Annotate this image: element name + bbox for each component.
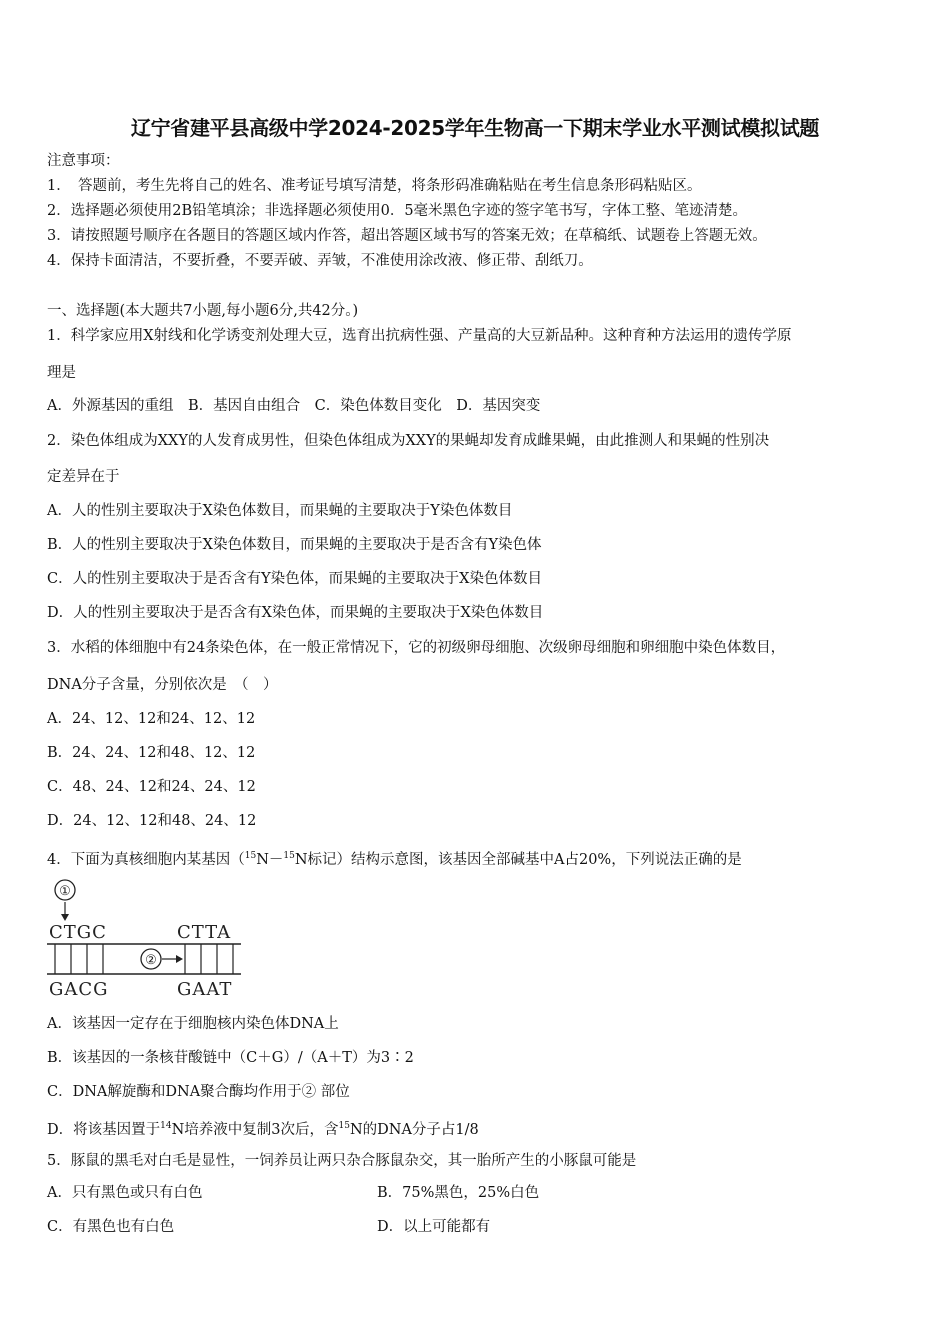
- q1-stem-line1: 1．科学家应用X射线和化学诱变剂处理大豆，选育出抗病性强、产量高的大豆新品种。这种育种方法运用的遗传学原: [47, 328, 792, 344]
- notice-item-2: 2．选择题必须使用2B铅笔填涂；非选择题必须使用0．5毫米黑色字迹的签字笔书写，字体工整、笔迹清楚。: [47, 203, 748, 219]
- q5-option-a: A．只有黑色或只有白色: [47, 1185, 203, 1201]
- q3-option-c: C．48、24、12和24、24、12: [47, 779, 256, 795]
- q1-stem-line2: 理是: [47, 365, 76, 381]
- q4-option-d: [47, 1116, 479, 1140]
- marker-1-arrow-head: [61, 914, 69, 921]
- notice-item-1: 1． 答题前，考生先将自己的姓名、准考证号填写清楚，将条形码准确粘贴在考生信息条形码粘贴区。: [47, 178, 702, 194]
- q4-option-d-part2: N培养液中复制3次后，含: [171, 1121, 339, 1138]
- q5-stem: 5．豚鼠的黑毛对白毛是显性，一饲养员让两只杂合豚鼠杂交，其一胎所产生的小豚鼠可能是: [47, 1153, 637, 1169]
- gene-structure-diagram: [45, 876, 245, 1002]
- q3-stem-line2: DNA分子含量，分别依次是 （ ）: [47, 677, 278, 693]
- bottom-left-bases: GACG: [49, 979, 109, 1000]
- section-heading: 一、选择题(本大题共7小题,每小题6分,共42分。): [47, 303, 359, 319]
- q4-option-d-sup2: 15: [338, 1121, 350, 1131]
- notice-item-3: 3．请按照题号顺序在各题目的答题区域内作答，超出答题区域书写的答案无效；在草稿纸、试题卷上答题无效。: [47, 228, 767, 244]
- q4-option-d-sup1: 14: [160, 1121, 172, 1131]
- q4-option-a: A．该基因一定存在于细胞核内染色体DNA上: [47, 1016, 339, 1032]
- q2-option-c: C．人的性别主要取决于是否含有Y染色体，而果蝇的主要取决于X染色体数目: [47, 571, 542, 587]
- q5-option-b: B．75%黑色，25%白色: [377, 1185, 540, 1201]
- q3-option-b: B．24、24、12和48、12、12: [47, 745, 256, 761]
- page-title: 辽宁省建平县高级中学2024-2025学年生物高一下期末学业水平测试模拟试题: [130, 116, 820, 140]
- q5-option-c: C．有黑色也有白色: [47, 1219, 175, 1235]
- q1-options: A．外源基因的重组 B．基因自由组合 C．染色体数目变化 D．基因突变: [47, 398, 541, 414]
- q4-stem-sup1: 15: [244, 851, 257, 861]
- q2-stem-line1: 2．染色体组成为XXY的人发育成男性，但染色体组成为XXY的果蝇却发育成雌果蝇，由此推测人和果蝇的性别决: [47, 433, 770, 449]
- bottom-right-bases: GAAT: [177, 979, 233, 1000]
- q4-stem-part1: 4．下面为真核细胞内某基因（: [47, 851, 245, 868]
- q5-option-d: D．以上可能都有: [377, 1219, 491, 1235]
- q2-stem-line2: 定差异在于: [47, 469, 120, 485]
- marker-1-label: ①: [59, 884, 71, 899]
- q4-stem: [47, 846, 742, 870]
- q2-option-b: B．人的性别主要取决于X染色体数目，而果蝇的主要取决于是否含有Y染色体: [47, 537, 542, 553]
- q4-stem-sup2: 15: [283, 851, 295, 861]
- q4-stem-part2: N－: [256, 851, 284, 868]
- marker-2-label: ②: [145, 953, 157, 968]
- q4-option-b: B．该基因的一条核苷酸链中（C＋G）/（A＋T）为3∶2: [47, 1050, 414, 1066]
- q2-option-a: A．人的性别主要取决于X染色体数目，而果蝇的主要取决于Y染色体数目: [47, 503, 513, 519]
- top-left-bases: CTGC: [49, 922, 107, 943]
- q4-option-c: C．DNA解旋酶和DNA聚合酶均作用于② 部位: [47, 1084, 350, 1100]
- q3-option-a: A．24、12、12和24、12、12: [47, 711, 256, 727]
- q3-option-d: D．24、12、12和48、24、12: [47, 813, 257, 829]
- top-right-bases: CTTA: [177, 922, 232, 943]
- q4-option-d-part3: N的DNA分子占1/8: [349, 1121, 479, 1138]
- marker-2-arrow-head: [176, 955, 183, 963]
- q3-stem-line1: 3．水稻的体细胞中有24条染色体，在一般正常情况下，它的初级卵母细胞、次级卵母细胞和卵细胞中染色体数目，: [47, 640, 786, 656]
- notice-item-4: 4．保持卡面清洁，不要折叠，不要弄破、弄皱，不准使用涂改液、修正带、刮纸刀。: [47, 253, 593, 269]
- q2-option-d: D．人的性别主要取决于是否含有X染色体，而果蝇的主要取决于X染色体数目: [47, 605, 544, 621]
- notice-heading: 注意事项：: [47, 153, 120, 169]
- q4-option-d-part1: D．将该基因置于: [47, 1121, 161, 1138]
- q4-stem-part3: N标记）结构示意图，该基因全部碱基中A占20%，下列说法正确的是: [294, 851, 742, 868]
